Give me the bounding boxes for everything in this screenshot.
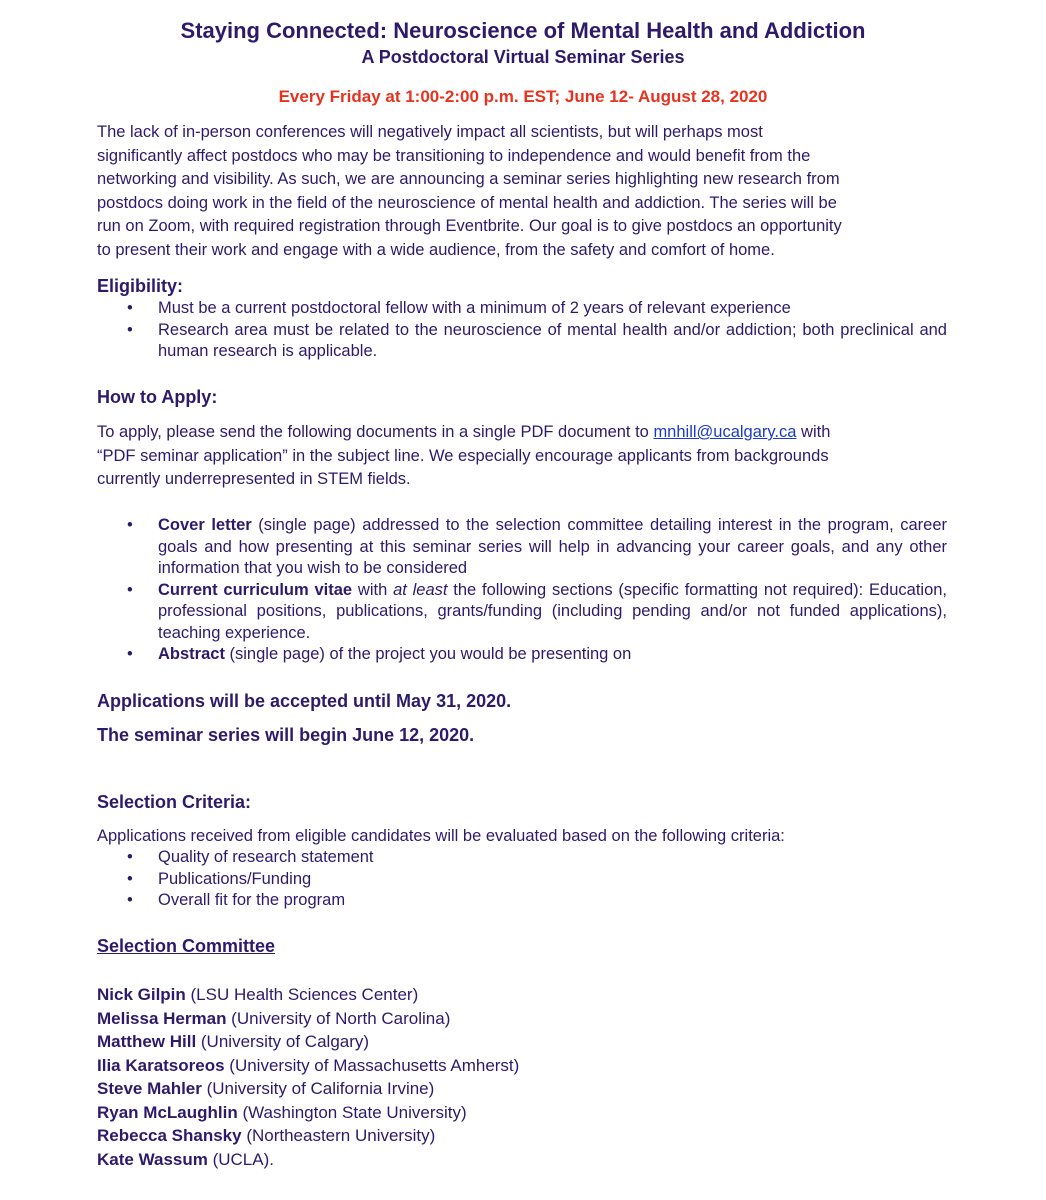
document-item-text: (single page) of the project you would be presenting on [224, 645, 632, 663]
intro-line: run on Zoom, with required registration through Eventbrite. Our goal is to give postdocs an opportunity [97, 217, 842, 235]
member-affiliation: (University of Calgary) [196, 1032, 370, 1051]
intro-line: significantly affect postdocs who may be transitioning to independence and would benefit from the [97, 146, 811, 165]
committee-member [97, 1148, 519, 1172]
member-name: Melissa Herman [97, 1008, 227, 1028]
member-affiliation: (UCLA). [207, 1149, 274, 1169]
intro-line: to present their work and engage with a wide audience, from the safety and comfort of home. [97, 240, 775, 259]
member-name: Ryan McLaughlin [97, 1102, 238, 1122]
document-item-label: Cover letter [158, 516, 252, 534]
deadline-begin: The seminar series will begin June 12, 2020. [97, 725, 475, 745]
document-item-label: Current curriculum vitae [158, 580, 353, 599]
criteria-heading: Selection Criteria: [97, 792, 252, 812]
intro-paragraph [97, 121, 947, 262]
member-affiliation: (Northeastern University) [241, 1126, 436, 1145]
intro-line: postdocs doing work in the field of the neuroscience of mental health and addiction. The series will be [97, 193, 837, 212]
committee-member [97, 1077, 519, 1101]
member-name: Rebecca Shansky [97, 1126, 242, 1145]
apply-line: “PDF seminar application” in the subject line. We especially encourage applicants from backgrounds [97, 446, 829, 465]
criteria-intro: Applications received from eligible candidates will be evaluated based on the following criteria: [97, 827, 785, 845]
eligibility-list [97, 298, 947, 363]
criteria-item [97, 869, 947, 891]
criteria-item-text: Quality of research statement [158, 848, 374, 866]
committee-member [97, 983, 519, 1007]
criteria-item-text: Publications/Funding [158, 869, 312, 888]
document-item [97, 515, 947, 580]
member-affiliation: (University of North Carolina) [226, 1008, 451, 1028]
apply-paragraph [97, 421, 947, 492]
member-affiliation: (University of Massachusetts Amherst) [224, 1055, 520, 1075]
member-name: Matthew Hill [97, 1032, 197, 1051]
criteria-item-text: Overall fit for the program [158, 891, 346, 909]
committee-member [97, 1124, 519, 1148]
deadline-accepted: Applications will be accepted until May 31, 2020. [97, 691, 512, 711]
committee-member [97, 1101, 519, 1125]
document-item-text: with [352, 580, 394, 599]
committee-heading: Selection Committee [97, 936, 276, 956]
member-name: Steve Mahler [97, 1079, 202, 1098]
member-name: Ilia Karatsoreos [97, 1055, 225, 1075]
eligibility-item [97, 320, 947, 363]
apply-heading: How to Apply: [97, 387, 218, 407]
apply-text: with [796, 423, 831, 441]
eligibility-item-text: Research area must be related to the neuroscience of mental health and/or addiction; both preclinical and human research is applicable. [158, 320, 947, 360]
eligibility-item-text: Must be a current postdoctoral fellow with a minimum of 2 years of relevant experience [158, 299, 791, 317]
member-affiliation: (University of California Irvine) [201, 1079, 435, 1098]
criteria-list [97, 847, 947, 912]
member-name: Kate Wassum [97, 1149, 208, 1169]
member-affiliation: (LSU Health Sciences Center) [185, 985, 419, 1004]
committee-list [97, 983, 519, 1171]
document-item [97, 580, 947, 645]
document-item-text: (single page) addressed to the selection committee detailing interest in the program, career goals and how presenting at this seminar series will help in advancing your career goals, and any other information that you wish to be considered [158, 516, 947, 577]
document-item-emphasis: at least [393, 580, 448, 599]
intro-line: The lack of in-person conferences will negatively impact all scientists, but will perhaps most [97, 123, 763, 141]
committee-member [97, 1007, 519, 1031]
eligibility-heading: Eligibility: [97, 276, 184, 296]
apply-line [97, 421, 947, 445]
committee-member [97, 1054, 519, 1078]
member-name: Nick Gilpin [97, 985, 186, 1004]
document-item-label: Abstract [158, 645, 225, 663]
document-subtitle: A Postdoctoral Virtual Seminar Series [361, 47, 685, 67]
criteria-item [97, 847, 947, 869]
document-item-text: the following sections (specific formatting not required): Education, professional positions, publications, grants/funding (including pending and/or not funded applications), teaching experience. [158, 580, 948, 642]
email-link[interactable]: mnhill@ucalgary.ca [653, 423, 797, 441]
apply-text: To apply, please send the following documents in a single PDF document to [97, 423, 654, 441]
schedule-line: Every Friday at 1:00-2:00 p.m. EST; June 12- August 28, 2020 [278, 87, 768, 106]
apply-documents-list [97, 515, 947, 666]
eligibility-item [97, 298, 947, 320]
committee-member [97, 1030, 519, 1054]
apply-line: currently underrepresented in STEM fields. [97, 470, 411, 488]
criteria-item [97, 890, 947, 912]
intro-line: networking and visibility. As such, we are announcing a seminar series highlighting new research from [97, 170, 840, 188]
member-affiliation: (Washington State University) [237, 1102, 467, 1122]
document-title: Staying Connected: Neuroscience of Mental Health and Addiction [180, 18, 866, 43]
document-item [97, 644, 947, 666]
